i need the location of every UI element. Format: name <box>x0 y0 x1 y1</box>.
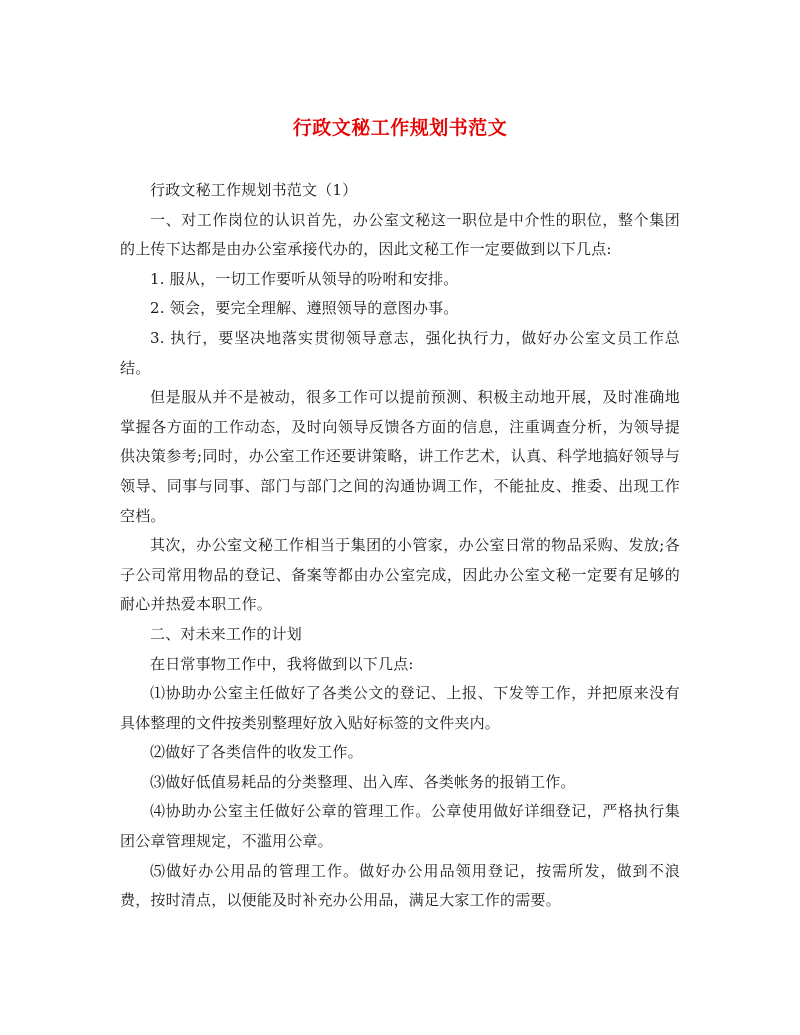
document-body <box>120 176 680 916</box>
paragraph-daily-work-intro: 在日常事物工作中，我将做到以下几点: <box>150 654 414 673</box>
paragraph-job-understanding: 一、对工作岗位的认识首先，办公室文秘这一职位是中介性的职位，整个集团的上传下达都是由办公室承接代办的，因此文秘工作一定要做到以下几点: <box>120 210 680 259</box>
paragraph-point-comprehend: 2. 领会，要完全理解、遵照领导的意图办事。 <box>150 299 459 318</box>
paragraph-housekeeper: 其次，办公室文秘工作相当于集团的小管家，办公室日常的物品采购、发放;各子公司常用物品的登记、备案等都由办公室完成，因此办公室文秘一定要有足够的耐心并热爱本职工作。 <box>120 536 680 614</box>
paragraph-item-5: ⑸做好办公用品的管理工作。做好办公用品领用登记，按需所发，做到不浪费，按时清点，以便能及时补充办公用品，满足大家工作的需要。 <box>120 861 680 910</box>
paragraph-point-execute: 3. 执行，要坚决地落实贯彻领导意志，强化执行力，做好办公室文员工作总结。 <box>120 328 680 377</box>
paragraph-item-1: ⑴协助办公室主任做好了各类公文的登记、上报、下发等工作，并把原来没有具体整理的文件按类别整理好放入贴好标签的文件夹内。 <box>120 684 680 732</box>
page-title: 行政文秘工作规划书范文 <box>292 117 508 139</box>
paragraph-item-2: ⑵做好了各类信件的收发工作。 <box>150 743 363 762</box>
paragraph-point-obey: 1. 服从，一切工作要听从领导的吩咐和安排。 <box>150 269 459 288</box>
paragraph-subtitle: 行政文秘工作规划书范文（1） <box>150 181 358 199</box>
paragraph-item-3: ⑶做好低值易耗品的分类整理、出入库、各类帐务的报销工作。 <box>150 772 576 791</box>
paragraph-section-future-plan: 二、对未来工作的计划 <box>150 624 303 643</box>
paragraph-item-4: ⑷协助办公室主任做好公章的管理工作。公章使用做好详细登记，严格执行集团公章管理规定，不滥用公章。 <box>120 802 680 851</box>
paragraph-proactive: 但是服从并不是被动，很多工作可以提前预测、积极主动地开展，及时准确地掌握各方面的工作动态，及时向领导反馈各方面的信息，注重调查分析，为领导提供决策参考;同时，办公室工作还要讲策略，讲工作艺术，认真、科学地搞好领导与领导、同事与同事、部门与部门之间的沟通协调工作，不能扯皮、推委、出现工作空档。 <box>120 388 680 525</box>
